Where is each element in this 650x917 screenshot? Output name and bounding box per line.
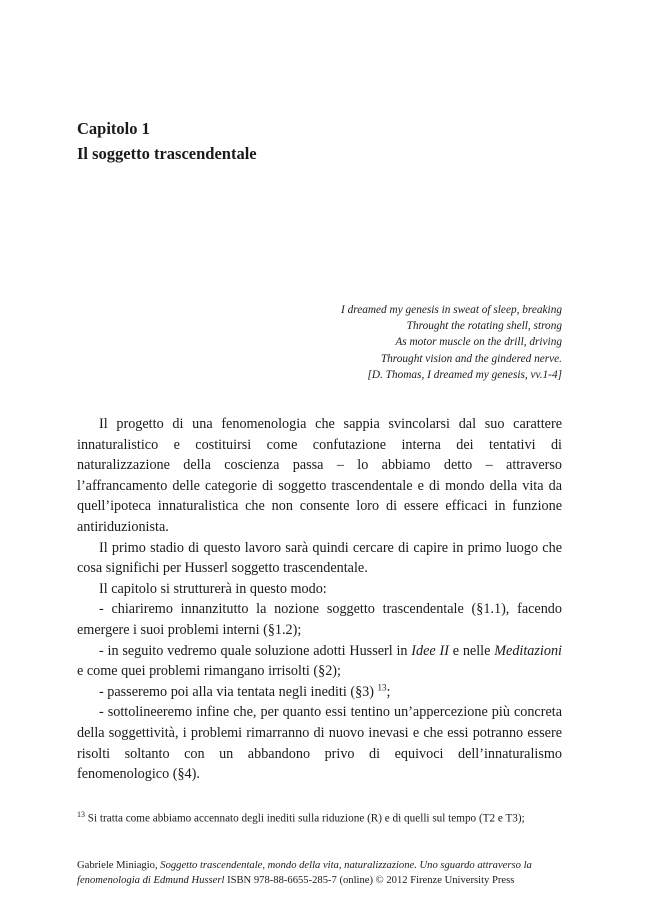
colophon (77, 858, 577, 888)
footnote-text: Si tratta come abbiamo accennato degli inediti sulla riduzione (R) e di quelli sul tempo (T2 e T3); (85, 812, 525, 825)
epigraph-line: I dreamed my genesis in sweat of sleep, breaking (341, 304, 562, 316)
colophon-book-title: Soggetto trascendentale, mondo della vita, naturalizzazione. Uno sguardo attraverso la (160, 860, 532, 871)
body-text (77, 414, 562, 785)
list-item-text: - in seguito vedremo quale soluzione adotti Husserl in (99, 642, 412, 659)
paragraph: Il capitolo si strutturerà in questo modo: (99, 580, 327, 597)
footnote (77, 808, 567, 826)
chapter-heading (77, 116, 257, 166)
work-title: Idee II (411, 642, 449, 659)
list-item: - sottolineeremo infine che, per quanto essi tentino un’appercezione più concreta della soggettività, i problemi rimarranno di nuovo inevasi e che essi potranno essere risolti soltanto con un abbandono privo di equivoci dell’innaturalismo fenomenologico (§4). (77, 704, 562, 783)
colophon-author: Gabriele Miniagio, (77, 860, 161, 871)
chapter-title: Il soggetto trascendentale (77, 144, 257, 163)
colophon-line (77, 873, 577, 888)
list-item: - chiariremo innanzitutto la nozione soggetto trascendentale (§1.1), facendo emergere i suoi problemi interni (§1.2); (77, 601, 562, 638)
paragraph: Il primo stadio di questo lavoro sarà quindi cercare di capire in primo luogo che cosa significhi per Husserl soggetto trascendentale. (77, 539, 562, 577)
colophon-line (77, 858, 577, 873)
epigraph-line: As motor muscle on the drill, driving (395, 336, 562, 349)
footnote-number: 13 (77, 810, 85, 819)
list-item-text: ; (386, 683, 391, 700)
list-item (77, 682, 562, 703)
list-item-text: e come quei problemi rimangano irrisolti (§2); (77, 663, 341, 680)
work-title: Meditazioni (494, 642, 562, 659)
chapter-number: Capitolo 1 (77, 119, 150, 138)
colophon-book-title: fenomenologia di Edmund Husserl (77, 875, 225, 886)
epigraph-line: Throught vision and the gindered nerve. (380, 352, 562, 365)
paragraph: Il progetto di una fenomenologia che sappia svincolarsi dal suo carattere innaturalistico e costituirsi come confutazione interna dei tentativi di naturalizzazione della coscienza passa – lo abbiamo detto – attraverso l’affrancamento delle categorie di soggetto trascendentale e di mondo della vita da quell’ipoteca innaturalistica che non consente loro di essere efficaci in funzione antiriduzionista. (77, 416, 562, 535)
epigraph-citation: [D. Thomas, I dreamed my genesis, vv.1-4] (367, 368, 562, 381)
list-item-text: e nelle (448, 642, 495, 659)
footnote-reference[interactable]: 13 (377, 681, 387, 692)
epigraph (341, 302, 562, 383)
list-item (77, 641, 562, 682)
list-item-text: - passeremo poi alla via tentata negli inediti (§3) (99, 683, 378, 700)
epigraph-line: Throught the rotating shell, strong (406, 320, 562, 333)
colophon-isbn: ISBN 978-88-6655-285-7 (online) © 2012 Firenze University Press (224, 875, 515, 886)
